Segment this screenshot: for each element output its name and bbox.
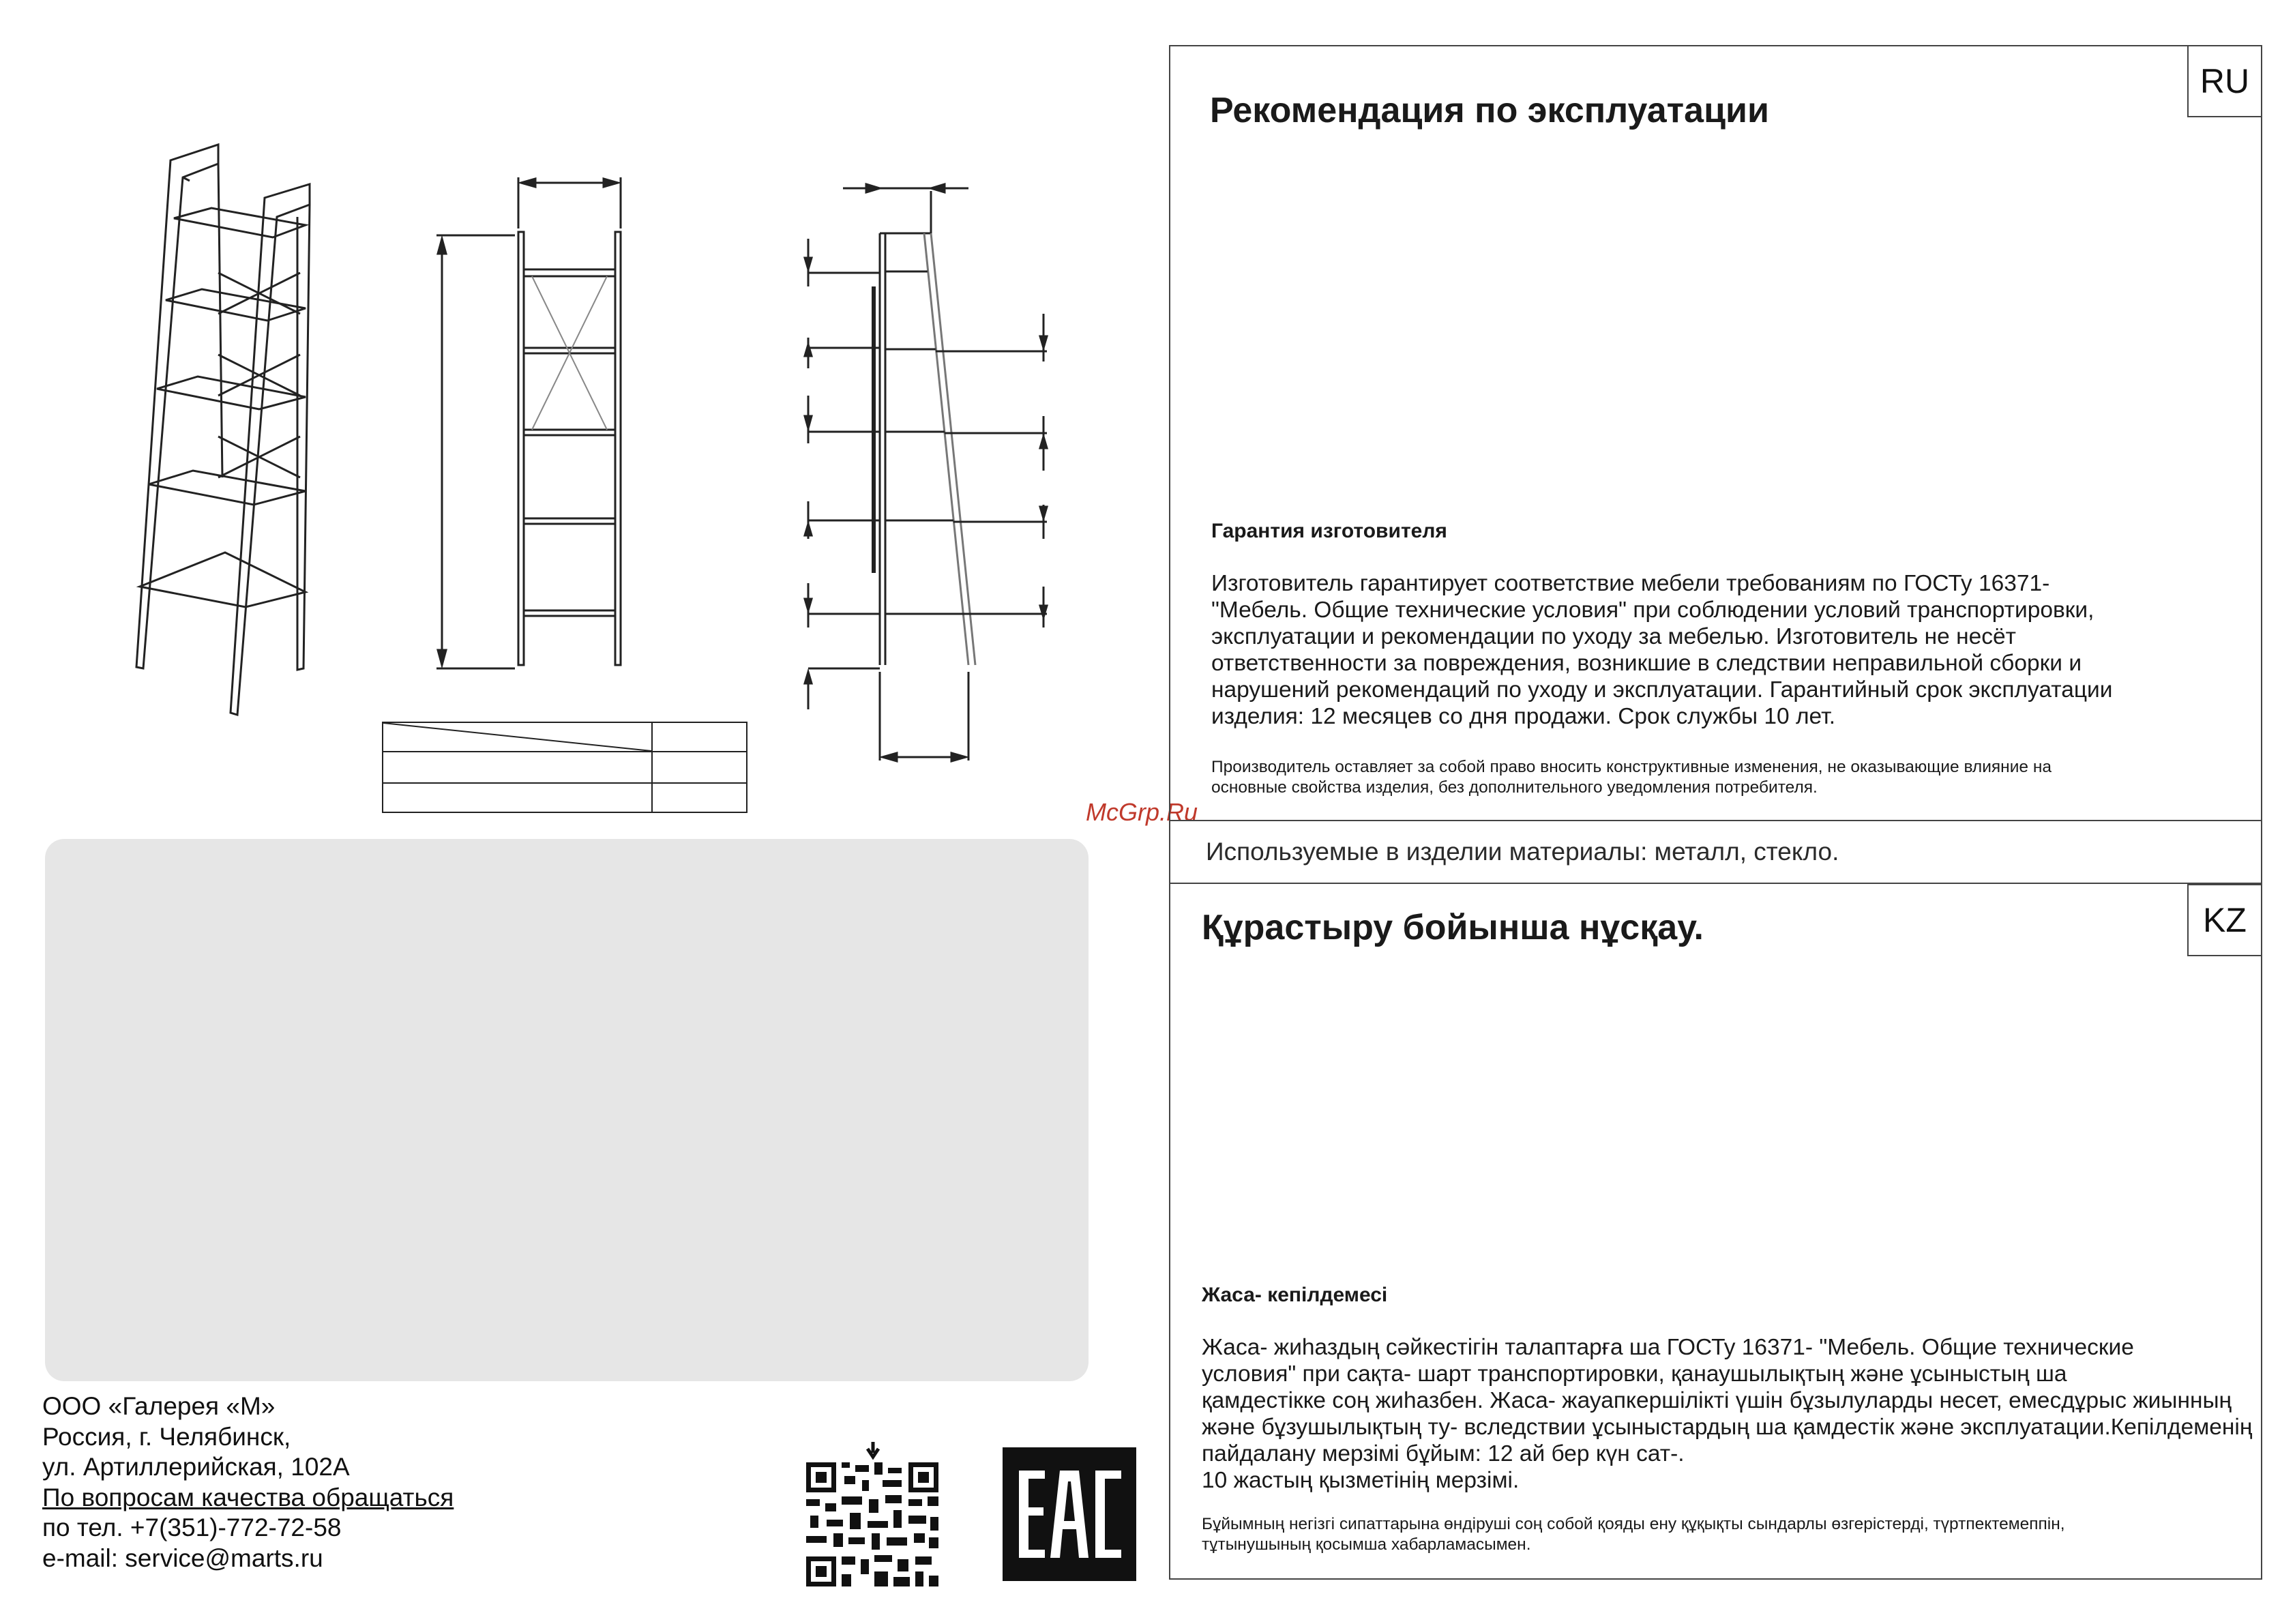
- kz-warranty-line: және бұзушылықтың ту- вследствии ұсыныстардың ша қамдестік және эксплуатации.Кепілдеменің: [1202, 1415, 2253, 1440]
- company-email[interactable]: e-mail: service@marts.ru: [42, 1544, 323, 1572]
- ru-warranty-line: ответственности за повреждения, возникшие в следствии неправильной сборки и: [1211, 651, 2082, 676]
- ru-warranty-line: Изготовитель гарантирует соответствие мебели требованиям по ГОСТу 16371-: [1211, 571, 2050, 596]
- kz-disclaimer: [1202, 1514, 2065, 1555]
- company-name: ООО «Галерея «М»: [42, 1392, 276, 1420]
- kz-warranty-heading: Жаса- кепілдемесі: [1202, 1284, 1388, 1306]
- company-phone: по тел. +7(351)-772-72-58: [42, 1514, 342, 1541]
- ru-warranty-line: "Мебель. Общие технические условия" при соблюдении условий транспортировки,: [1211, 597, 2094, 623]
- table-row: [383, 782, 746, 784]
- dimensions-table: [382, 722, 747, 813]
- ru-warranty-line: нарушений рекомендаций по уходу и эксплуатации. Гарантийный срок эксплуатации: [1211, 677, 2113, 703]
- ru-disclaimer: [1211, 757, 2052, 798]
- shelf-side-drawing: [805, 184, 1047, 761]
- kz-warranty-line: қамдестіккe соң жиһазбен. Жаса- жауапкершілікті үшін бұзылуларды несет, емесдұрыс жиынның: [1202, 1388, 2232, 1413]
- watermark: McGrp.Ru: [1086, 798, 1198, 826]
- ru-warranty-line: изделия: 12 месяцев со дня продажи. Срок службы 10 лет.: [1211, 704, 1836, 729]
- kz-warranty-text: [1202, 1334, 2252, 1494]
- kz-warranty-line: пайдалану мерзімі бұйым: 12 ай бер күн сат-.: [1202, 1441, 1685, 1466]
- ru-warranty-text: [1211, 570, 2112, 730]
- materials-text: Используемые в изделии материалы: металл, стекло.: [1206, 838, 1839, 866]
- materials-divider-top: [1169, 820, 2262, 821]
- company-street: ул. Артиллерийская, 102А: [42, 1453, 350, 1481]
- qr-code: [806, 1442, 940, 1588]
- eac-mark: [1003, 1447, 1136, 1581]
- language-label-kz: KZ: [2187, 884, 2262, 956]
- ru-warranty-line: эксплуатации и рекомендации по уходу за мебелью. Изготовитель не несёт: [1211, 624, 2016, 649]
- ru-disclaimer-line: основные свойства изделия, без дополнительного уведомления потребителя.: [1211, 778, 1818, 797]
- materials-divider-bottom: [1169, 883, 2262, 884]
- shelf-front-drawing: [436, 177, 621, 668]
- ru-section-title: Рекомендация по эксплуатации: [1210, 91, 1769, 130]
- company-info: [42, 1391, 454, 1574]
- table-diagonal: [383, 723, 653, 754]
- language-label-ru: RU: [2187, 45, 2262, 117]
- company-city: Россия, г. Челябинск,: [42, 1422, 291, 1451]
- kz-warranty-line: Жаса- жиһаздың сәйкестігін талаптарға ша ГОСТу 16371- "Мебель. Общие технические: [1202, 1335, 2134, 1360]
- kz-disclaimer-line: тұтынушының қосымша хабарламасымен.: [1202, 1535, 1531, 1554]
- kz-warranty-line: условия" при сақта- шарт транспортировки, қанаушылықтың және ұсыныстың ша: [1202, 1361, 2067, 1387]
- ru-disclaimer-line: Производитель оставляет за собой право вносить конструктивные изменения, не оказывающие влияние на: [1211, 758, 2052, 776]
- quality-contact-link[interactable]: По вопросам качества обращаться: [42, 1483, 454, 1511]
- product-drawings: [0, 0, 1091, 832]
- ru-warranty-heading: Гарантия изготовителя: [1211, 520, 1447, 542]
- kz-disclaimer-line: Бұйымның негізгі сипаттарына өндіруші соң собой қояды ену құқықты сындарлы өзгерістерді, түртпектемеппін,: [1202, 1515, 2065, 1533]
- image-placeholder-panel: [45, 839, 1089, 1381]
- kz-warranty-line: 10 жастың қызметінің мерзімі.: [1202, 1468, 1520, 1493]
- kz-section-title: Құрастыру бойынша нұсқау.: [1202, 908, 1704, 947]
- shelf-isometric-drawing: [136, 145, 310, 715]
